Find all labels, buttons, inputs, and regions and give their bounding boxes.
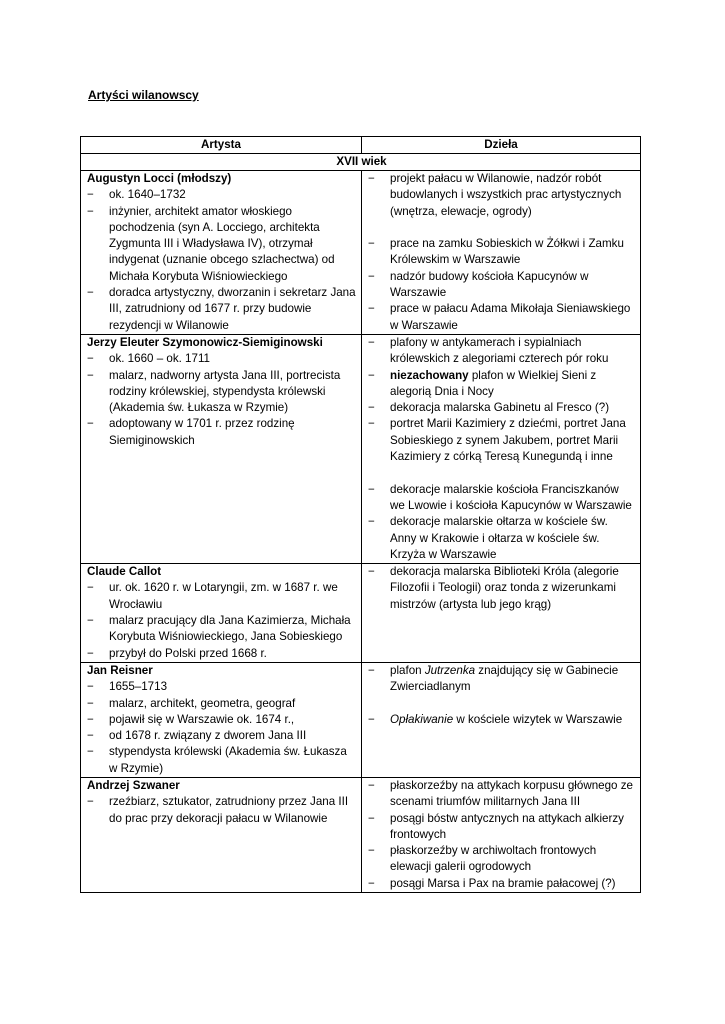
bio-list: [87, 679, 357, 777]
work-item: − dekoracje malarskie ołtarza w kościele św. Anny w Krakowie i ołtarza w kościele św. Krzyża w Warszawie: [368, 514, 636, 563]
table-row: [81, 334, 641, 563]
bio-item: − malarz, nadworny artysta Jana III, portrecista rodziny królewskiej, stypendysta królewski (Akademia św. Łukasza w Rzymie): [87, 368, 357, 417]
bio-item: − stypendysta królewski (Akademia św. Łukasza w Rzymie): [87, 744, 357, 777]
works-list: [368, 171, 636, 334]
work-item: − dekoracje malarskie kościoła Franciszkanów we Lwowie i kościoła Kapucynów w Warszawie: [368, 482, 636, 515]
artist-cell: [81, 662, 362, 777]
works-cell: [362, 777, 641, 892]
work-item: − prace w pałacu Adama Mikołaja Sieniawskiego w Warszawie: [368, 301, 636, 334]
works-list: [368, 564, 636, 613]
bio-item: − doradca artystyczny, dworzanin i sekretarz Jana III, zatrudniony od 1677 r. przy budowie rezydencji w Wilanowie: [87, 285, 357, 334]
work-item: − prace na zamku Sobieskich w Żółkwi i Zamku Królewskim w Warszawie: [368, 236, 636, 269]
bio-item: − inżynier, architekt amator włoskiego pochodzenia (syn A. Locciego, architekta Zygmunta III i Władysława IV), otrzymał indygenat (uznanie obcego szlachectwa) od Michała Korybuta Wiśniowieckiego: [87, 204, 357, 285]
document-title: Artyści wilanowscy: [88, 88, 199, 102]
artist-cell: [81, 564, 362, 663]
work-item: [368, 712, 636, 728]
work-item: − posągi Marsa i Pax na bramie pałacowej (?): [368, 876, 636, 892]
bio-list: [87, 187, 357, 334]
artist-cell: [81, 777, 362, 892]
work-item: − dekoracja malarska Biblioteki Króla (alegorie Filozofii i Teologii) oraz tonda z wizerunkami mistrzów (artysta lub jego krąg): [368, 564, 636, 613]
work-text: plafon w Wielkiej Sieni z alegorią Dnia i Nocy: [390, 368, 597, 398]
bio-list: [87, 794, 357, 827]
work-item: − płaskorzeźby na attykach korpusu głównego ze scenami triumfów militarnych Jana III: [368, 778, 636, 811]
work-item: − płaskorzeźby w archiwoltach frontowych elewacji galerii ogrodowych: [368, 843, 636, 876]
bio-item: − adoptowany w 1701 r. przez rodzinę Siemiginowskich: [87, 416, 357, 449]
artwork-title: Opłakiwanie: [390, 712, 454, 726]
work-item: − posągi bóstw antycznych na attykach alkierzy frontowych: [368, 811, 636, 844]
works-list: [368, 335, 636, 563]
bio-item: − ok. 1640–1732: [87, 187, 357, 203]
bio-item: − od 1678 r. związany z dworem Jana III: [87, 728, 357, 744]
works-cell: [362, 171, 641, 335]
bio-list: [87, 351, 357, 449]
bio-list: [87, 580, 357, 661]
works-cell: [362, 662, 641, 777]
bio-item: − malarz pracujący dla Jana Kazimierza, Michała Korybuta Wiśniowieckiego, Jana Sobieskiego: [87, 613, 357, 646]
header-works: Dzieła: [362, 137, 641, 154]
work-text: w kościele wizytek w Warszawie: [453, 712, 623, 726]
work-item: [368, 368, 636, 401]
work-text: plafon: [390, 663, 425, 677]
work-item: − plafony w antykamerach i sypialniach królewskich z alegoriami czterech pór roku: [368, 335, 636, 368]
section-row: [81, 154, 641, 171]
bio-item: − ok. 1660 – ok. 1711: [87, 351, 357, 367]
work-item: [368, 663, 636, 696]
header-row: [81, 137, 641, 154]
bio-item: − pojawił się w Warszawie ok. 1674 r.,: [87, 712, 357, 728]
artist-name: Jan Reisner: [87, 663, 153, 677]
artist-name: Andrzej Szwaner: [87, 778, 180, 792]
bio-item: − rzeźbiarz, sztukator, zatrudniony przez Jana III do prac przy dekoracji pałacu w Wilanowie: [87, 794, 357, 827]
artist-cell: [81, 171, 362, 335]
artist-name: Augustyn Locci (młodszy): [87, 172, 232, 185]
bio-item: − 1655–1713: [87, 679, 357, 695]
artist-name: Jerzy Eleuter Szymonowicz-Siemiginowski: [87, 335, 323, 349]
table-row: [81, 171, 641, 335]
work-text: znajdujący się w Gabinecie Zwierciadlanym: [390, 663, 619, 694]
bio-item: − przybył do Polski przed 1668 r.: [87, 646, 357, 662]
artist-name: Claude Callot: [87, 565, 162, 579]
table-row: [81, 564, 641, 663]
bio-item: − malarz, architekt, geometra, geograf: [87, 696, 357, 712]
works-list: [368, 778, 636, 892]
work-item: − dekoracja malarska Gabinetu al Fresco (?): [368, 400, 636, 416]
work-item: − portret Marii Kazimiery z dziećmi, portret Jana Sobieskiego z synem Jakubem, portret Marii Kazimiery z córką Teresą Kunegundą i inne: [368, 416, 636, 465]
bio-item: − ur. ok. 1620 r. w Lotaryngii, zm. w 1687 r. we Wrocławiu: [87, 580, 357, 613]
artist-cell: [81, 334, 362, 563]
artists-table: [80, 136, 641, 893]
works-list: [368, 663, 636, 728]
work-item: − projekt pałacu w Wilanowie, nadzór robót budowlanych i wszystkich prac artystycznych (wnętrza, elewacje, ogrody): [368, 171, 636, 220]
emphasis-text: niezachowany: [390, 368, 469, 382]
table-row: [81, 777, 641, 892]
work-item: − nadzór budowy kościoła Kapucynów w Warszawie: [368, 269, 636, 302]
table-row: [81, 662, 641, 777]
works-cell: [362, 334, 641, 563]
header-artist: Artysta: [81, 137, 362, 154]
works-cell: [362, 564, 641, 663]
artwork-title: Jutrzenka: [424, 663, 476, 677]
section-century: XVII wiek: [81, 154, 641, 171]
